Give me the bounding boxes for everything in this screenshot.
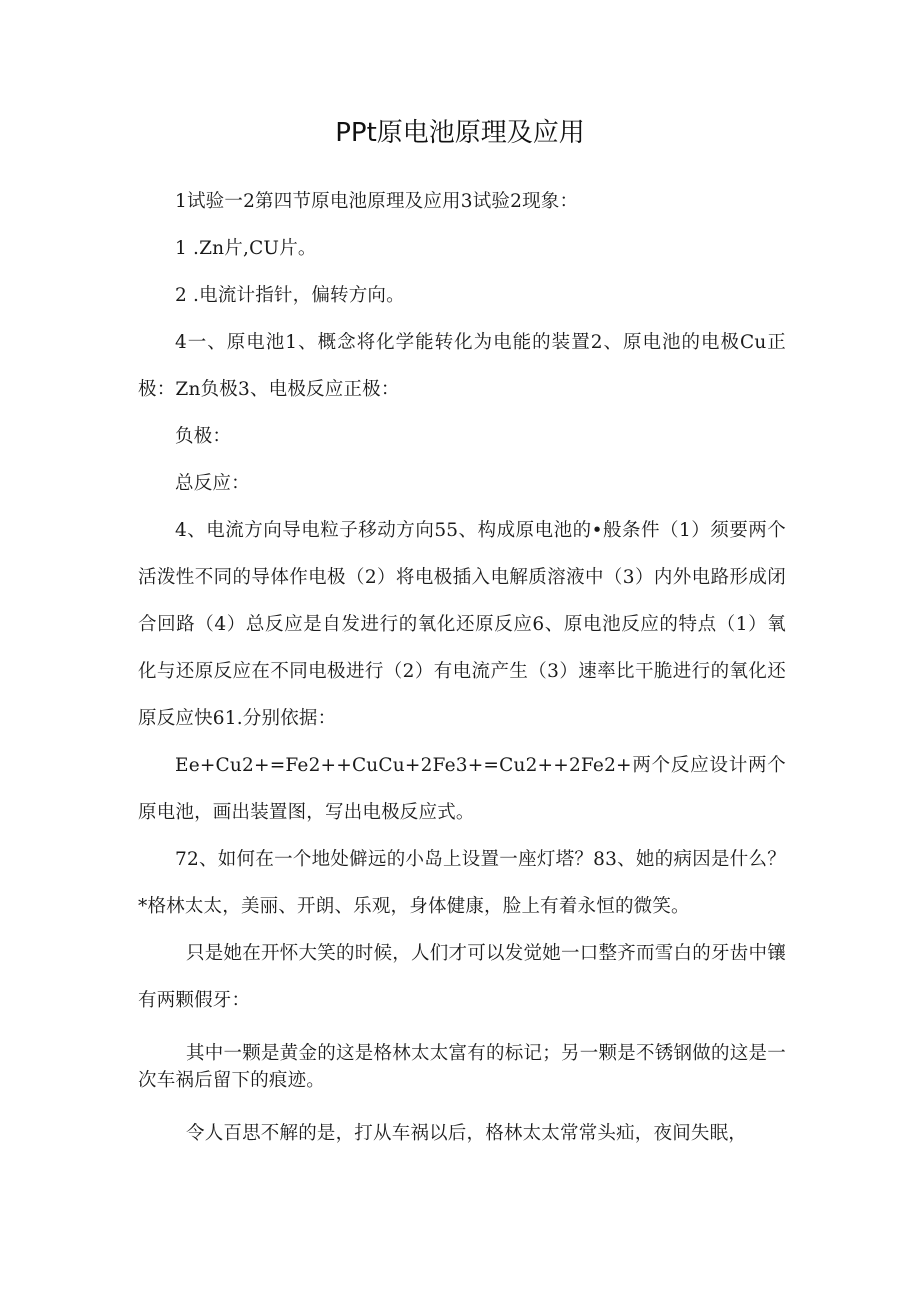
paragraph-reaction-design: Ee+Cu2+=Fe2++CuCu+2Fe3+=Cu2++2Fe2+两个反应设计两个原电池，画出装置图，写出电极反应式。 [138,755,786,823]
paragraph-lighthouse-question: 72、如何在一个地处僻远的小岛上设置一座灯塔？83、她的病因是什么？*格林太太，美丽、开朗、乐观，身体健康，脸上有着永恒的微笑。 [138,849,786,917]
paragraph-false-teeth: 只是她在开怀大笑的时候，人们才可以发觉她一口整齐而雪白的牙齿中镶有两颗假牙： [138,943,786,1011]
paragraph-item-2: 2 .电流计指针，偏转方向。 [175,285,405,306]
paragraph-primary-cell-concept: 4一、原电池1、概念将化学能转化为电能的装置2、原电池的电极Cu正极：Zn负极3、电极反应正极： [138,332,786,400]
document-title: PPt原电池原理及应用 [335,118,585,148]
document-body [138,178,786,1157]
paragraph-gold-tooth: 其中一颗是黄金的这是格林太太富有的标记；另一颗是不锈钢做的这是一次车祸后留下的痕迹。 [138,1043,786,1091]
paragraph-experiment-intro: 1试验一2第四节原电池原理及应用3试验2现象： [175,191,579,212]
paragraph-item-1: 1 .Zn片,CU片。 [175,238,317,259]
paragraph-total-reaction: 总反应： [175,473,250,494]
paragraph-negative-electrode: 负极： [175,426,232,447]
paragraph-headache: 令人百思不解的是，打从车祸以后，格林太太常常头疝，夜间失眠， [186,1123,748,1144]
paragraph-conditions: 4、电流方向导电粒子移动方向55、构成原电池的•般条件（1）须要两个活泼性不同的导体作电极（2）将电极插入电解质溶液中（3）内外电路形成闭合回路（4）总反应是自发进行的氧化还原反应6、原电池反应的特点（1）氧化与还原反应在不同电极进行（2）有电流产生（3）速率比干脆进行的氧化还原反应快61.分别依据： [138,520,786,729]
